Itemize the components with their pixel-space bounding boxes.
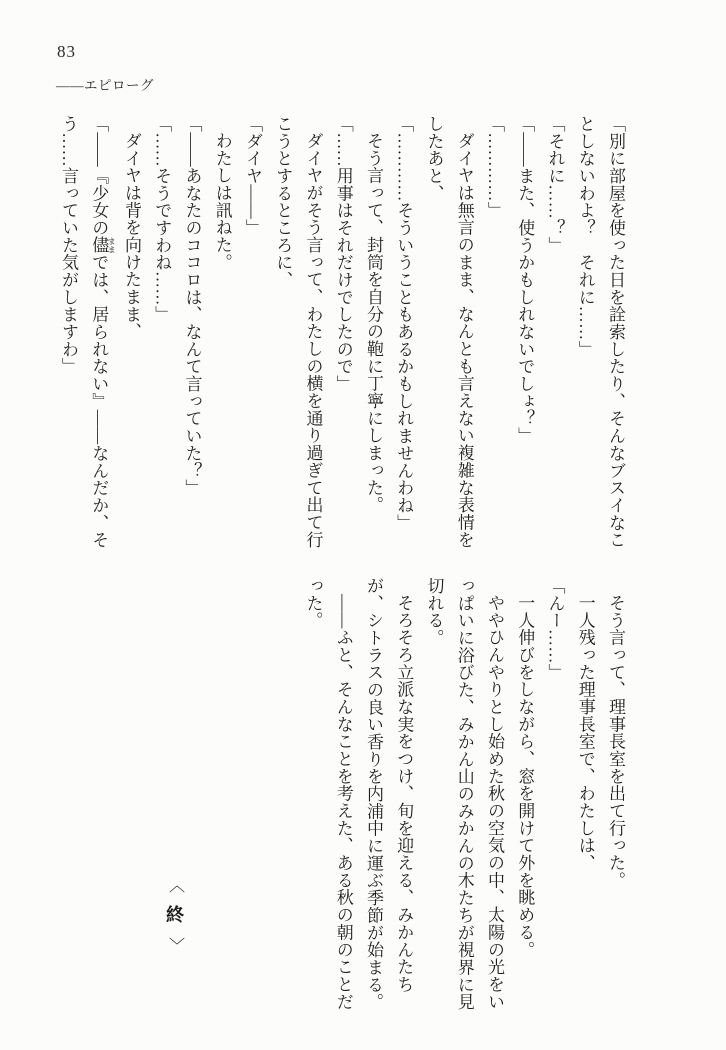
paragraph: 一人伸びをしながら、窓を開けて外を眺める。	[515, 594, 535, 959]
page-number: 83	[57, 42, 76, 61]
end-mark-character: 終	[166, 905, 184, 925]
paragraph: ダイヤは無言のまま、なんとも言えない複雑な表情をしたあと、	[424, 115, 474, 549]
paragraph: 「――『少女の儘 ままでは、居られない』――なんだか、そう……言っていた気がしますわ」	[59, 115, 117, 549]
paragraph: 「んー……」	[545, 577, 565, 682]
paragraph: そう言って、理事長室を出て行った。	[606, 594, 625, 889]
chapter-header: ――エピローグ	[56, 78, 154, 93]
paragraph: 「別に部屋を使った日を詮索したり、そんなブスイなことしないわよ？ それに……」	[575, 115, 625, 549]
paragraph: 「……そうですわね……」	[152, 115, 172, 324]
paragraph: 「……用事はそれだけでしたので」	[333, 115, 353, 393]
end-mark-open-bracket: 〈	[166, 876, 184, 894]
paragraph: わたしは訊ねた。	[212, 132, 232, 271]
paragraph: そろそろ立派な実をつけ、旬を迎える、みかんたちが、シトラスの良い香りを内浦中に運ぶ季節が始まる。	[364, 577, 414, 1011]
paragraph: 一人残った理事長室で、わたしは、	[575, 594, 595, 872]
paragraph: 「それに……？」	[545, 115, 565, 254]
end-mark	[158, 877, 192, 953]
upper-text-band	[53, 115, 630, 553]
paragraph: ダイヤがそう言って、わたしの横を通り過ぎて出て行こうとするところに、	[273, 115, 323, 549]
end-mark-close-bracket: 〉	[166, 936, 184, 954]
paragraph: 「――また、使うかもしれないでしょ？」	[515, 115, 535, 445]
paragraph: 「…………そういうこともあるかもしれませんわね」	[394, 115, 414, 532]
paragraph: ――ふと、そんなことを考えた、ある秋の朝のことだった。	[303, 577, 353, 1011]
paragraph: 「…………」	[485, 115, 504, 220]
paragraph: 「――あなたのココロは、なんて言っていた？」	[182, 115, 202, 497]
paragraph: ダイヤは背を向けたまま、	[122, 132, 141, 341]
paragraph: ややひんやりとし始めた秋の空気の中、太陽の光をいっぱいに浴びた、みかん山のみかんの木たちが視界に見切れる。	[424, 577, 504, 1011]
paragraph: そう言って、封筒を自分の鞄に丁寧にしまった。	[364, 132, 383, 514]
paragraph: 「ダイヤ――」	[243, 115, 262, 237]
ruby-annotated-word: 儘 まま	[89, 236, 117, 254]
lower-text-band	[297, 577, 630, 1015]
